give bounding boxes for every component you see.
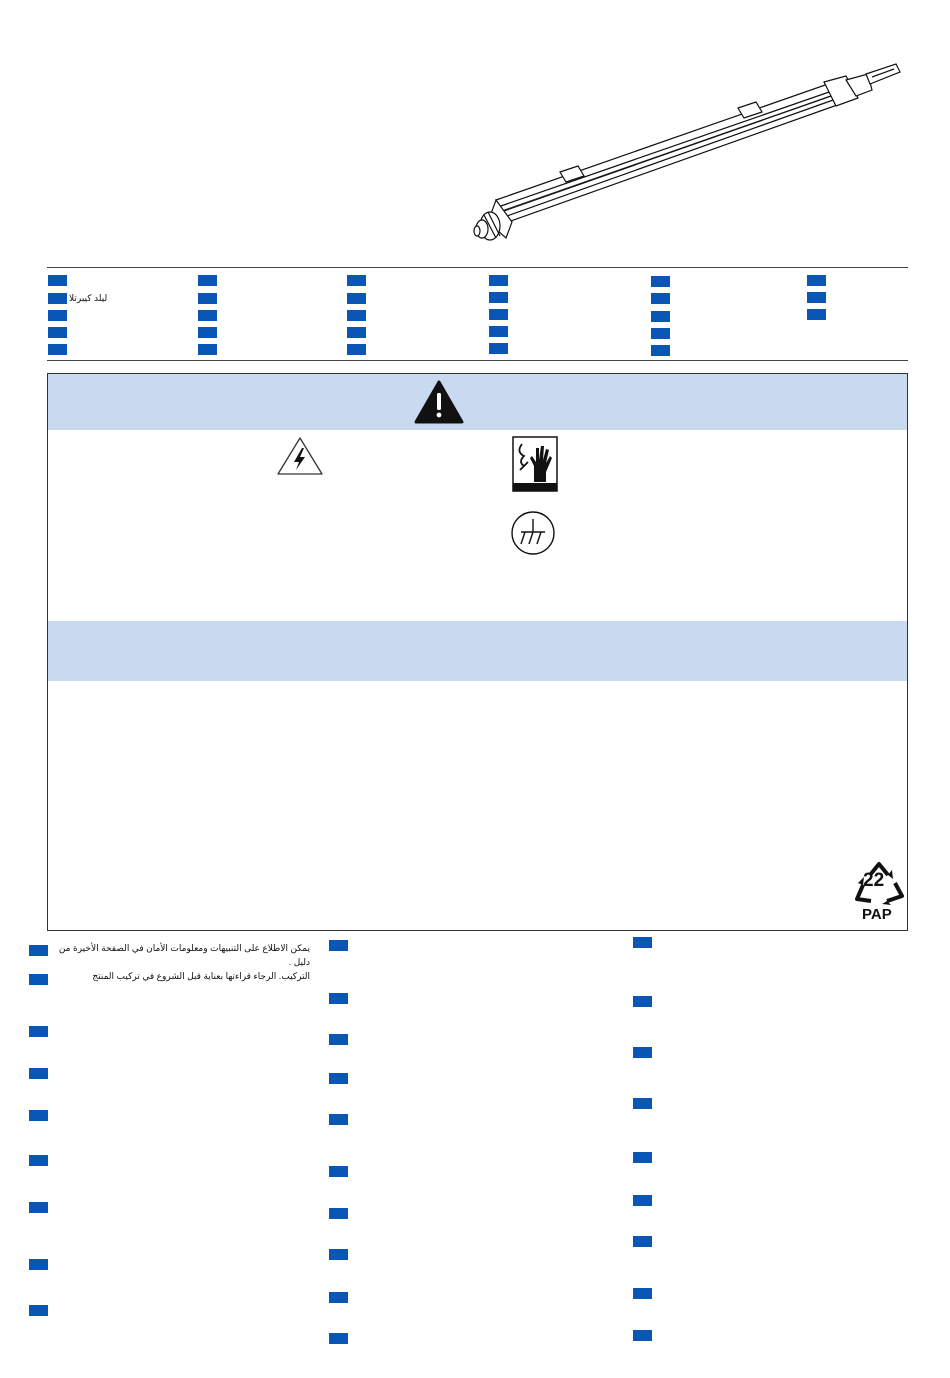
language-flag[interactable] [29, 1068, 48, 1079]
language-flag[interactable] [489, 309, 508, 320]
language-flag[interactable] [29, 1259, 48, 1270]
language-flag[interactable] [489, 275, 508, 286]
language-flag[interactable] [29, 1305, 48, 1316]
product-illustration [468, 60, 903, 250]
language-flag[interactable] [633, 1195, 652, 1206]
language-flag[interactable] [198, 327, 217, 338]
language-flag[interactable] [198, 344, 217, 355]
language-flag[interactable] [198, 293, 217, 304]
language-flag[interactable] [347, 344, 366, 355]
language-flag[interactable] [29, 974, 48, 985]
language-flag[interactable] [48, 344, 67, 355]
language-flag[interactable] [329, 940, 348, 951]
hand-shock-warning-icon [512, 436, 558, 492]
recycling-code: 22 [863, 870, 885, 891]
arabic-note-line-2: التركيب. الرجاء قراءتها بعناية قبل الشروع في تركيب المنتج [92, 971, 310, 981]
language-flag[interactable] [48, 310, 67, 321]
secondary-info-band [48, 621, 907, 681]
language-flag[interactable] [198, 310, 217, 321]
language-flag[interactable] [807, 292, 826, 303]
language-flag[interactable] [651, 328, 670, 339]
language-flag[interactable] [633, 1288, 652, 1299]
language-flag[interactable] [329, 1073, 348, 1084]
language-flag[interactable] [633, 1152, 652, 1163]
language-flag[interactable] [347, 275, 366, 286]
warning-panel [47, 373, 908, 931]
language-flag[interactable] [29, 1202, 48, 1213]
language-flag[interactable] [347, 310, 366, 321]
led-batten-luminaire-drawing-icon [468, 60, 903, 250]
language-flag[interactable] [633, 1330, 652, 1341]
language-flag[interactable] [651, 311, 670, 322]
earth-ground-icon [510, 510, 556, 556]
language-flag[interactable] [807, 275, 826, 286]
warning-header-band [48, 374, 907, 430]
language-flag[interactable] [633, 1047, 652, 1058]
electric-hazard-triangle-icon [276, 436, 324, 476]
language-flag[interactable] [489, 343, 508, 354]
arabic-note-line-1: يمكن الاطلاع على التنبيهات ومعلومات الأمان في الصفحة الأخيرة من دليل . [58, 943, 310, 967]
language-flag[interactable] [48, 327, 67, 338]
recycling-symbol [849, 861, 909, 927]
language-flag[interactable] [29, 1026, 48, 1037]
language-flag[interactable] [633, 937, 652, 948]
language-flag[interactable] [633, 1098, 652, 1109]
language-flag[interactable] [329, 1249, 348, 1260]
language-flag[interactable] [48, 293, 67, 304]
language-flag[interactable] [347, 327, 366, 338]
language-flag[interactable] [48, 275, 67, 286]
language-flag[interactable] [633, 1236, 652, 1247]
arabic-safety-note [55, 941, 310, 983]
language-flag[interactable] [347, 293, 366, 304]
language-flag[interactable] [807, 309, 826, 320]
language-flag[interactable] [651, 293, 670, 304]
language-flag[interactable] [329, 1333, 348, 1344]
language-flag[interactable] [489, 292, 508, 303]
language-flag[interactable] [329, 1114, 348, 1125]
language-flag[interactable] [329, 1034, 348, 1045]
language-flag[interactable] [329, 1208, 348, 1219]
language-flag[interactable] [651, 345, 670, 356]
language-flag[interactable] [29, 945, 48, 956]
warning-triangle-icon [413, 379, 465, 425]
language-flag[interactable] [489, 326, 508, 337]
language-flag[interactable] [633, 996, 652, 1007]
language-flag[interactable] [29, 1155, 48, 1166]
language-flag[interactable] [198, 275, 217, 286]
recycling-label: PAP [862, 906, 892, 923]
language-flag[interactable] [329, 1292, 348, 1303]
language-flag[interactable] [651, 276, 670, 287]
grid-bottom-rule [47, 360, 908, 361]
grid-top-rule [47, 267, 908, 268]
language-flag[interactable] [29, 1110, 48, 1121]
arabic-language-label: ليلد كيبرتلا [69, 293, 108, 303]
language-flag[interactable] [329, 1166, 348, 1177]
language-flag[interactable] [329, 993, 348, 1004]
